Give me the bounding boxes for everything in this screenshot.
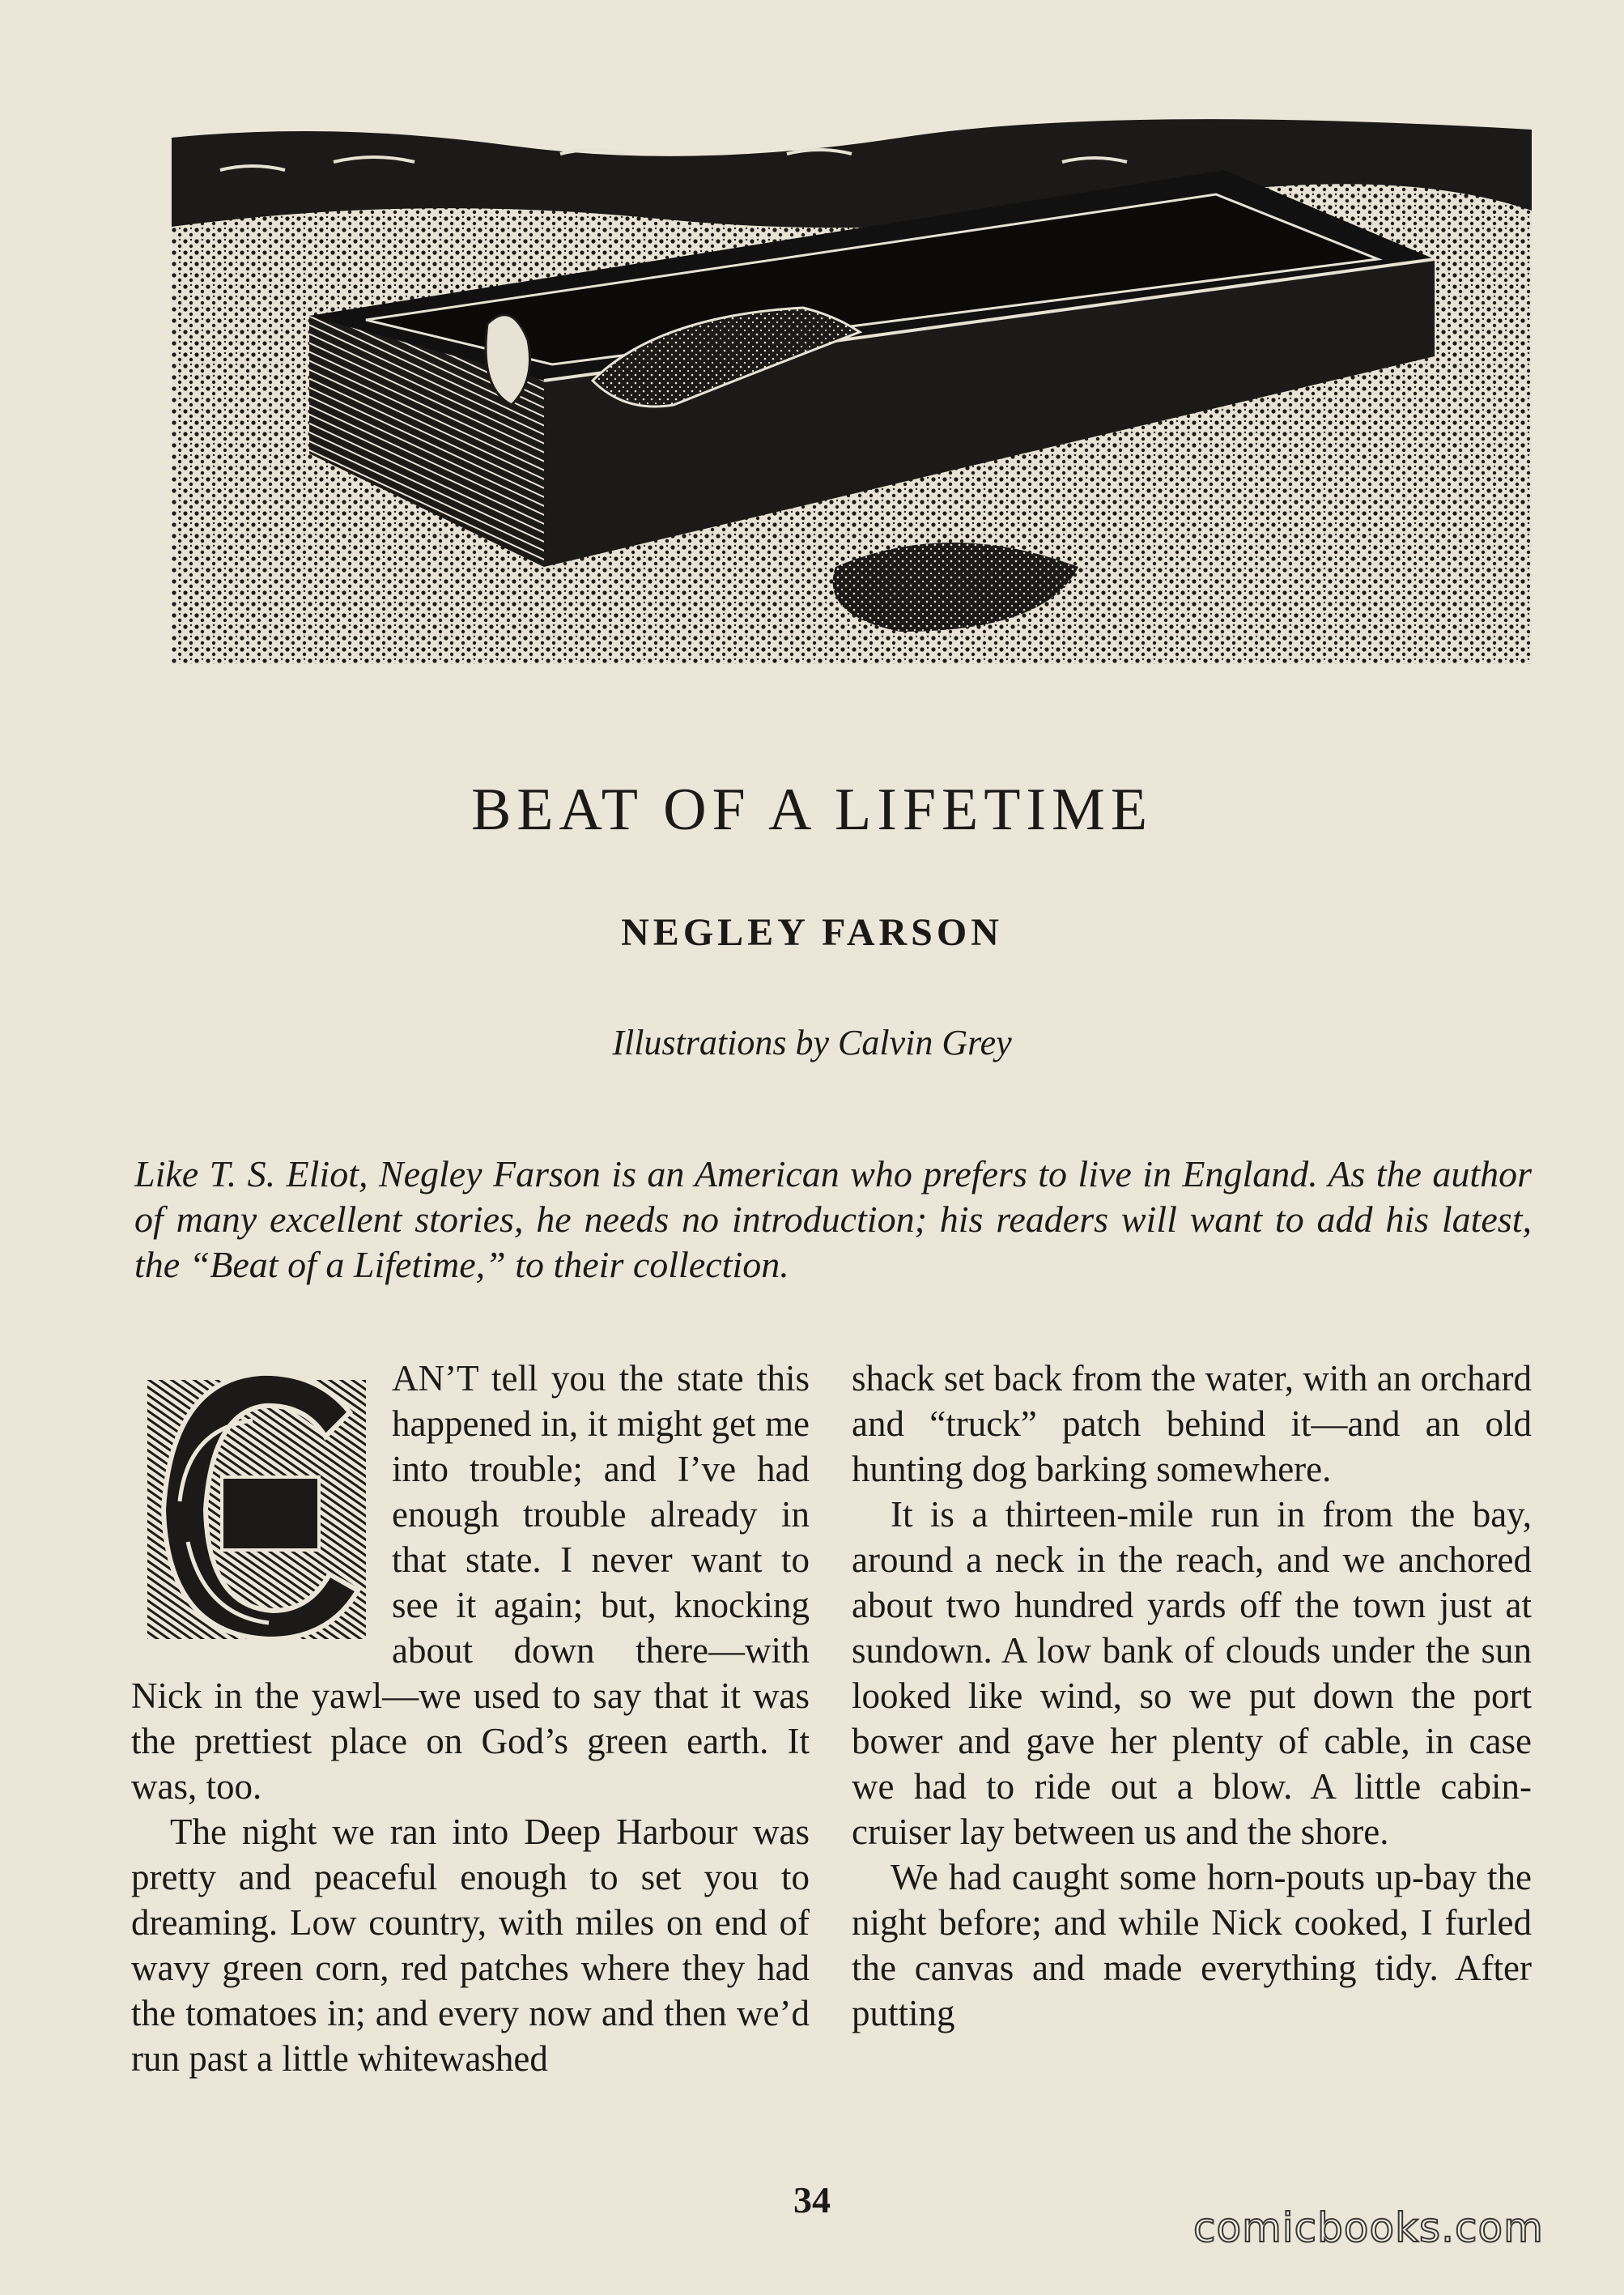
watermark: comicbooks.com — [1193, 2204, 1544, 2251]
paragraph: The night we ran into Deep Harbour was pretty and peaceful enough to set you to dreaming. Low country, with miles on end of wavy green corn, red patches where they had the tomatoes in; and every now and then we’d run past a little whitewashed — [131, 1812, 810, 2079]
paragraph: shack set back from the water, with an orchard and “truck” patch behind it—and an old hunting dog barking somewhere. — [852, 1358, 1532, 1489]
ornamental-c-icon — [131, 1356, 382, 1660]
paragraph: It is a thirteen-mile run in from the bay, around a neck in the reach, and we anchored about two hundred yards off the town just at sundown. A low bank of clouds under the sun looked like wind, so we put down the port bower and gave her plenty of cable, in case we had to ride out a blow. A little cabin-cruiser lay between us and the shore. — [852, 1494, 1532, 1852]
right-column — [852, 1356, 1532, 2036]
illustration-credit: Illustrations by Calvin Grey — [612, 1023, 1012, 1062]
paragraph: We had caught some horn-pouts up-bay the night before; and while Nick cooked, I furled the canvas and made everything tidy. After putting — [852, 1857, 1532, 2033]
left-column — [131, 1356, 810, 2081]
coffin-in-sand-illustration — [172, 113, 1532, 664]
article-intro: Like T. S. Eliot, Negley Farson is an American who prefers to live in England. As the author of many excellent stories, he needs no introduction; his readers will want to add his latest, the “Beat of a Lifetime,” to their collection. — [134, 1153, 1532, 1285]
page-number: 34 — [793, 2179, 831, 2220]
paragraph: AN’T tell you the state this happened in, it might get me into trouble; and I’ve had enough trouble already in that state. I never want to see it again; but, knocking about down there—with Nick in the yawl—we used to say that it was the prettiest place on God’s green earth. It was, too. — [131, 1358, 810, 1807]
author-byline: NEGLEY FARSON — [621, 911, 1003, 954]
drop-cap — [131, 1356, 382, 1660]
header-illustration — [172, 113, 1532, 664]
article-title: BEAT OF A LIFETIME — [470, 777, 1154, 843]
